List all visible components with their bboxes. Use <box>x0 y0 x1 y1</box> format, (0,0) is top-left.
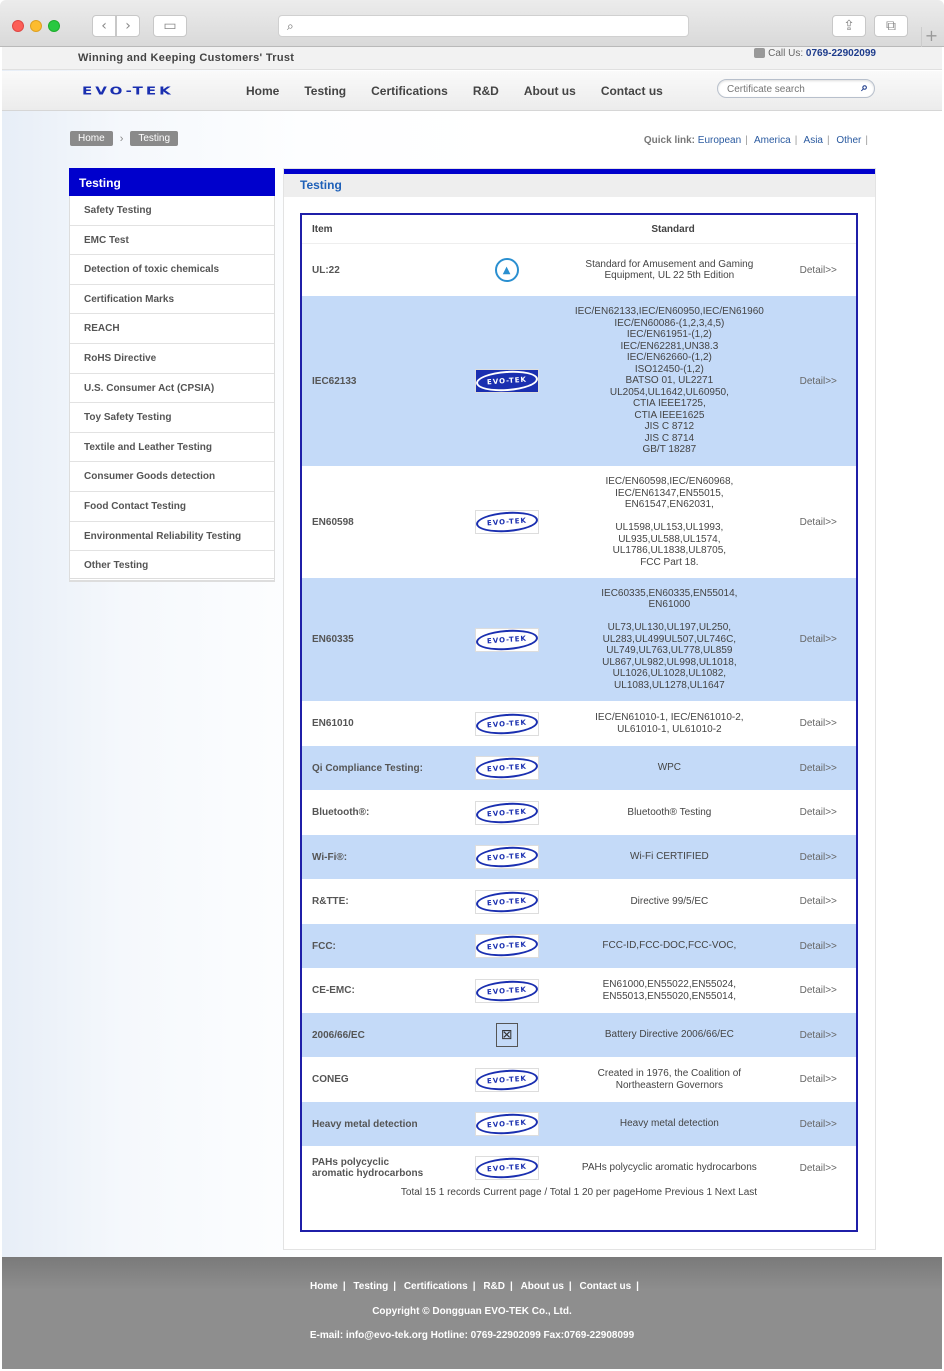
main-panel <box>283 168 876 1250</box>
row-logo-cell <box>455 934 558 958</box>
evotek-logo <box>475 1068 539 1092</box>
sidebar-item-certification-marks[interactable]: Certification Marks <box>70 285 274 315</box>
evotek-logo-text: EVO-TEK <box>486 1074 527 1085</box>
row-item-name: Heavy metal detection <box>312 1118 418 1130</box>
evotek-logo-ellipse <box>475 1112 538 1136</box>
row-item-name: EN60335 <box>312 634 354 645</box>
row-logo-cell <box>455 890 558 914</box>
evotek-logo <box>475 801 539 825</box>
sidebar-item-consumer-goods[interactable]: Consumer Goods detection <box>70 462 274 492</box>
address-bar[interactable] <box>278 15 689 37</box>
evotek-logo-text: EVO-TEK <box>486 718 527 729</box>
row-standard: Bluetooth® Testing <box>627 806 712 818</box>
tagline: Winning and Keeping Customers' Trust <box>78 52 295 64</box>
weee-bin-icon: ⊠ <box>496 1023 518 1047</box>
table-row <box>302 746 856 790</box>
row-item-name: EN61010 <box>312 718 354 729</box>
quick-link-america[interactable]: America <box>754 135 791 146</box>
browser-toolbar <box>0 0 944 47</box>
detail-link[interactable]: Detail>> <box>799 940 837 952</box>
row-item-name: CONEG <box>312 1074 349 1085</box>
row-standard: PAHs polycyclic aromatic hydrocarbons <box>581 1162 757 1174</box>
breadcrumb-current[interactable]: Testing <box>130 131 178 146</box>
evotek-logo <box>475 845 539 869</box>
sidebar-item-food-contact[interactable]: Food Contact Testing <box>70 492 274 522</box>
row-item-name: IEC62133 <box>312 375 357 387</box>
table-row <box>302 790 856 835</box>
chevron-right-icon[interactable]: › <box>116 15 140 37</box>
table-row <box>302 835 856 879</box>
evotek-logo-ellipse <box>475 1067 538 1091</box>
row-logo-cell <box>455 510 558 534</box>
footer-nav-home[interactable]: Home <box>310 1281 338 1292</box>
minimize-window-button[interactable] <box>30 20 42 32</box>
detail-link[interactable]: Detail>> <box>799 375 837 387</box>
evotek-logo-text: EVO-TEK <box>486 851 527 863</box>
evotek-logo-ellipse <box>475 711 538 735</box>
certificate-search-input[interactable] <box>727 82 852 96</box>
evotek-logo <box>475 756 539 780</box>
sidebar-item-reach[interactable]: REACH <box>70 314 274 344</box>
column-header-item: Item <box>312 223 333 235</box>
table-row <box>302 879 856 924</box>
site-logo[interactable]: EVO-TEK <box>82 84 174 98</box>
row-logo-cell <box>455 801 558 825</box>
footer-nav: Home | Testing | Certifications | R&D | About us | Contact us | <box>310 1281 639 1292</box>
evotek-logo-text: EVO-TEK <box>486 985 527 996</box>
table-row <box>302 466 856 578</box>
detail-link[interactable]: Detail>> <box>799 634 837 645</box>
row-logo-cell <box>455 369 558 393</box>
quick-link-european[interactable]: European <box>697 135 742 146</box>
pagination[interactable]: Total 15 1 records Current page / Total 1 20 per pageHome Previous 1 Next Last <box>400 1187 758 1198</box>
detail-link[interactable]: Detail>> <box>799 762 837 774</box>
row-item-name: UL:22 <box>312 264 340 276</box>
row-standard: IEC/EN61010-1, IEC/EN61010-2, UL61010-1, UL61010-2 <box>595 712 744 735</box>
site-footer <box>2 1257 942 1369</box>
quick-links: Quick link: European | America | Asia | Other | <box>643 135 868 146</box>
nav-certifications[interactable]: Certifications <box>371 84 448 98</box>
sidebar-item-cpsia[interactable]: U.S. Consumer Act (CPSIA) <box>70 374 274 404</box>
row-standard: IEC/EN62133,IEC/EN60950,IEC/EN61960 IEC/EN60086-(1,2,3,4,5) IEC/EN61951-(1,2) IEC/EN62281,UN38.3 IEC/EN62660-(1,2) ISO12450-(1,2) BATSO 01, UL2271 UL2054,UL1642,UL60950, CTIA IEEE1725, CTIA IEEE1625 JIS C 8712 JIS C 8714 GB/T 18287 <box>574 306 764 456</box>
evotek-logo-text: EVO-TEK <box>486 1118 527 1130</box>
row-standard: Directive 99/5/EC <box>630 895 709 907</box>
row-standard: Standard for Amusement and Gaming Equipment, UL 22 5th Edition <box>585 258 754 281</box>
row-standard: Battery Directive 2006/66/EC <box>604 1029 734 1041</box>
quick-link-label: Quick link: <box>643 135 695 146</box>
table-header <box>302 215 856 244</box>
evotek-logo-ellipse <box>475 510 538 534</box>
row-standard: Heavy metal detection <box>619 1118 719 1130</box>
evotek-logo <box>475 890 539 914</box>
row-item-name: CE-EMC: <box>312 985 355 996</box>
nav-rd[interactable]: R&D <box>472 84 499 98</box>
call-number: 0769-22902099 <box>805 48 876 59</box>
evotek-logo-ellipse <box>475 627 538 651</box>
share-icon[interactable]: ⇪ <box>832 15 866 37</box>
sidebar-item-environmental-reliability[interactable]: Environmental Reliability Testing <box>70 522 274 552</box>
detail-link[interactable]: Detail>> <box>799 516 837 528</box>
call-us <box>754 48 876 59</box>
nav-testing[interactable]: Testing <box>304 84 347 98</box>
evotek-logo <box>475 1156 539 1180</box>
row-standard: EN61000,EN55022,EN55024, EN55013,EN55020,EN55014, <box>602 979 737 1002</box>
row-logo-cell <box>455 979 558 1003</box>
quick-link-asia[interactable]: Asia <box>803 135 823 146</box>
row-standard: FCC-ID,FCC-DOC,FCC-VOC, <box>602 940 737 952</box>
row-logo-cell <box>455 1156 558 1180</box>
footer-nav-certifications[interactable]: Certifications <box>403 1281 468 1292</box>
footer-nav-testing[interactable]: Testing <box>353 1281 389 1292</box>
table-row <box>302 924 856 968</box>
sidebar-list <box>69 196 275 582</box>
zoom-window-button[interactable] <box>48 20 60 32</box>
close-window-button[interactable] <box>12 20 24 32</box>
evotek-logo-ellipse <box>475 889 538 913</box>
evotek-logo-text: EVO-TEK <box>486 940 527 952</box>
chevron-left-icon[interactable]: ‹ <box>92 15 116 37</box>
sidebar-icon[interactable]: ▭ <box>153 15 187 37</box>
evotek-logo-text: EVO-TEK <box>486 516 527 528</box>
detail-link[interactable]: Detail>> <box>799 1029 837 1041</box>
row-item-name: FCC: <box>312 940 336 952</box>
table-row <box>302 244 856 296</box>
column-header-standard: Standard <box>651 223 695 235</box>
row-logo-cell <box>455 845 558 869</box>
row-logo-cell <box>455 628 558 652</box>
row-logo-cell <box>455 712 558 736</box>
main-title: Testing <box>284 169 875 197</box>
tabs-icon[interactable]: ⧉ <box>874 15 908 37</box>
row-standard: Created in 1976, the Coalition of Northeastern Governors <box>597 1068 742 1091</box>
table-row <box>302 1146 856 1190</box>
table-row <box>302 968 856 1013</box>
evotek-logo <box>475 628 539 652</box>
evotek-logo-ellipse <box>475 934 538 958</box>
row-logo-cell <box>455 756 558 780</box>
evotek-logo <box>475 369 539 393</box>
site-header <box>2 71 942 111</box>
top-strip <box>2 47 942 70</box>
evotek-logo-ellipse <box>475 756 538 780</box>
evotek-logo <box>475 979 539 1003</box>
evotek-logo <box>475 510 539 534</box>
evotek-logo-ellipse <box>475 1156 538 1180</box>
breadcrumb-home[interactable]: Home <box>70 131 113 146</box>
row-item-name: R&TTE: <box>312 896 349 907</box>
footer-contact: E-mail: info@evo-tek.org Hotline: 0769-22902099 Fax:0769-22908099 <box>309 1330 635 1341</box>
nav-contact[interactable]: Contact us <box>600 84 663 98</box>
table-body <box>302 244 856 1190</box>
detail-link[interactable]: Detail>> <box>799 896 837 907</box>
detail-link[interactable]: Detail>> <box>799 1118 837 1130</box>
row-logo-cell <box>455 1112 558 1136</box>
detail-link[interactable]: Detail>> <box>799 1162 837 1174</box>
evotek-logo <box>475 934 539 958</box>
page <box>2 47 942 1369</box>
row-logo-cell <box>455 1068 558 1092</box>
sidebar <box>69 168 275 582</box>
nav-home[interactable]: Home <box>246 84 280 98</box>
row-logo-cell <box>455 258 558 282</box>
table-row <box>302 1102 856 1146</box>
row-item-name: PAHs polycyclic aromatic hydrocarbons <box>312 1157 424 1179</box>
row-standard: IEC/EN60598,IEC/EN60968, IEC/EN61347,EN55015, EN61547,EN62031, UL1598,UL153,UL1993, UL935,UL588,UL1574, UL1786,UL1838,UL8705, FCC Part 18. <box>605 476 734 568</box>
sidebar-item-toxic-chemicals[interactable]: Detection of toxic chemicals <box>70 255 274 285</box>
main-nav <box>246 84 688 98</box>
breadcrumb <box>70 131 178 146</box>
table-row <box>302 701 856 746</box>
call-label: Call Us: <box>768 48 804 59</box>
detail-link[interactable]: Detail>> <box>799 1074 837 1085</box>
table-row <box>302 1013 856 1057</box>
row-standard: WPC <box>657 762 682 774</box>
evotek-logo-text: EVO-TEK <box>486 634 527 645</box>
sidebar-title: Testing <box>69 168 275 196</box>
row-item-name: Qi Compliance Testing: <box>312 762 423 774</box>
evotek-logo <box>475 1112 539 1136</box>
evotek-logo-ellipse <box>475 800 538 824</box>
footer-nav-about[interactable]: About us <box>520 1281 564 1292</box>
nav-about[interactable]: About us <box>523 84 576 98</box>
testing-table <box>300 213 858 1232</box>
evotek-logo-text: EVO-TEK <box>486 375 527 387</box>
evotek-logo <box>475 712 539 736</box>
footer-nav-rd[interactable]: R&D <box>483 1281 505 1292</box>
copyright: Copyright © Dongguan EVO-TEK Co., Ltd. <box>372 1306 572 1317</box>
evotek-logo-ellipse <box>475 845 538 869</box>
evotek-logo-ellipse <box>475 369 538 393</box>
search-icon: ⌕ <box>287 19 294 33</box>
evotek-logo-text: EVO-TEK <box>486 807 527 818</box>
table-row <box>302 578 856 701</box>
sidebar-item-safety-testing[interactable]: Safety Testing <box>70 196 274 226</box>
row-standard: IEC60335,EN60335,EN55014, EN61000 UL73,UL130,UL197,UL250, UL283,UL499UL507,UL746C, UL749,UL763,UL778,UL859 UL867,UL982,UL998,UL1018, UL1026,UL1028,UL1082, UL1083,UL1278,UL1647 <box>601 587 738 691</box>
breadcrumb-separator-icon: › <box>119 132 124 145</box>
sidebar-item-emc-test[interactable]: EMC Test <box>70 226 274 256</box>
detail-link[interactable]: Detail>> <box>799 807 837 818</box>
table-row <box>302 296 856 466</box>
row-logo-cell <box>455 1023 558 1047</box>
row-item-name: EN60598 <box>312 516 354 528</box>
evotek-logo-text: EVO-TEK <box>486 762 527 774</box>
sidebar-item-toy-safety[interactable]: Toy Safety Testing <box>70 403 274 433</box>
detail-link[interactable]: Detail>> <box>799 985 837 996</box>
row-standard: Wi-Fi CERTIFIED <box>630 851 709 863</box>
quick-link-other[interactable]: Other <box>836 135 862 146</box>
sidebar-item-other-testing[interactable]: Other Testing <box>70 551 274 581</box>
ul-icon: ▲ <box>495 258 519 282</box>
row-item-name: 2006/66/EC <box>312 1029 365 1041</box>
footer-nav-contact[interactable]: Contact us <box>579 1281 632 1292</box>
search-icon[interactable]: ⌕ <box>861 80 868 94</box>
evotek-logo-text: EVO-TEK <box>486 1162 527 1174</box>
table-row <box>302 1057 856 1102</box>
sidebar-item-rohs[interactable]: RoHS Directive <box>70 344 274 374</box>
row-item-name: Bluetooth®: <box>312 807 370 818</box>
sidebar-item-textile-leather[interactable]: Textile and Leather Testing <box>70 433 274 463</box>
row-item-name: Wi-Fi®: <box>312 851 348 863</box>
plus-icon[interactable]: + <box>921 27 941 47</box>
detail-link[interactable]: Detail>> <box>799 264 837 276</box>
evotek-logo-text: EVO-TEK <box>486 896 527 907</box>
phone-icon <box>754 48 765 58</box>
detail-link[interactable]: Detail>> <box>799 851 837 863</box>
evotek-logo-ellipse <box>475 978 538 1002</box>
detail-link[interactable]: Detail>> <box>799 718 837 729</box>
certificate-search <box>717 79 875 98</box>
